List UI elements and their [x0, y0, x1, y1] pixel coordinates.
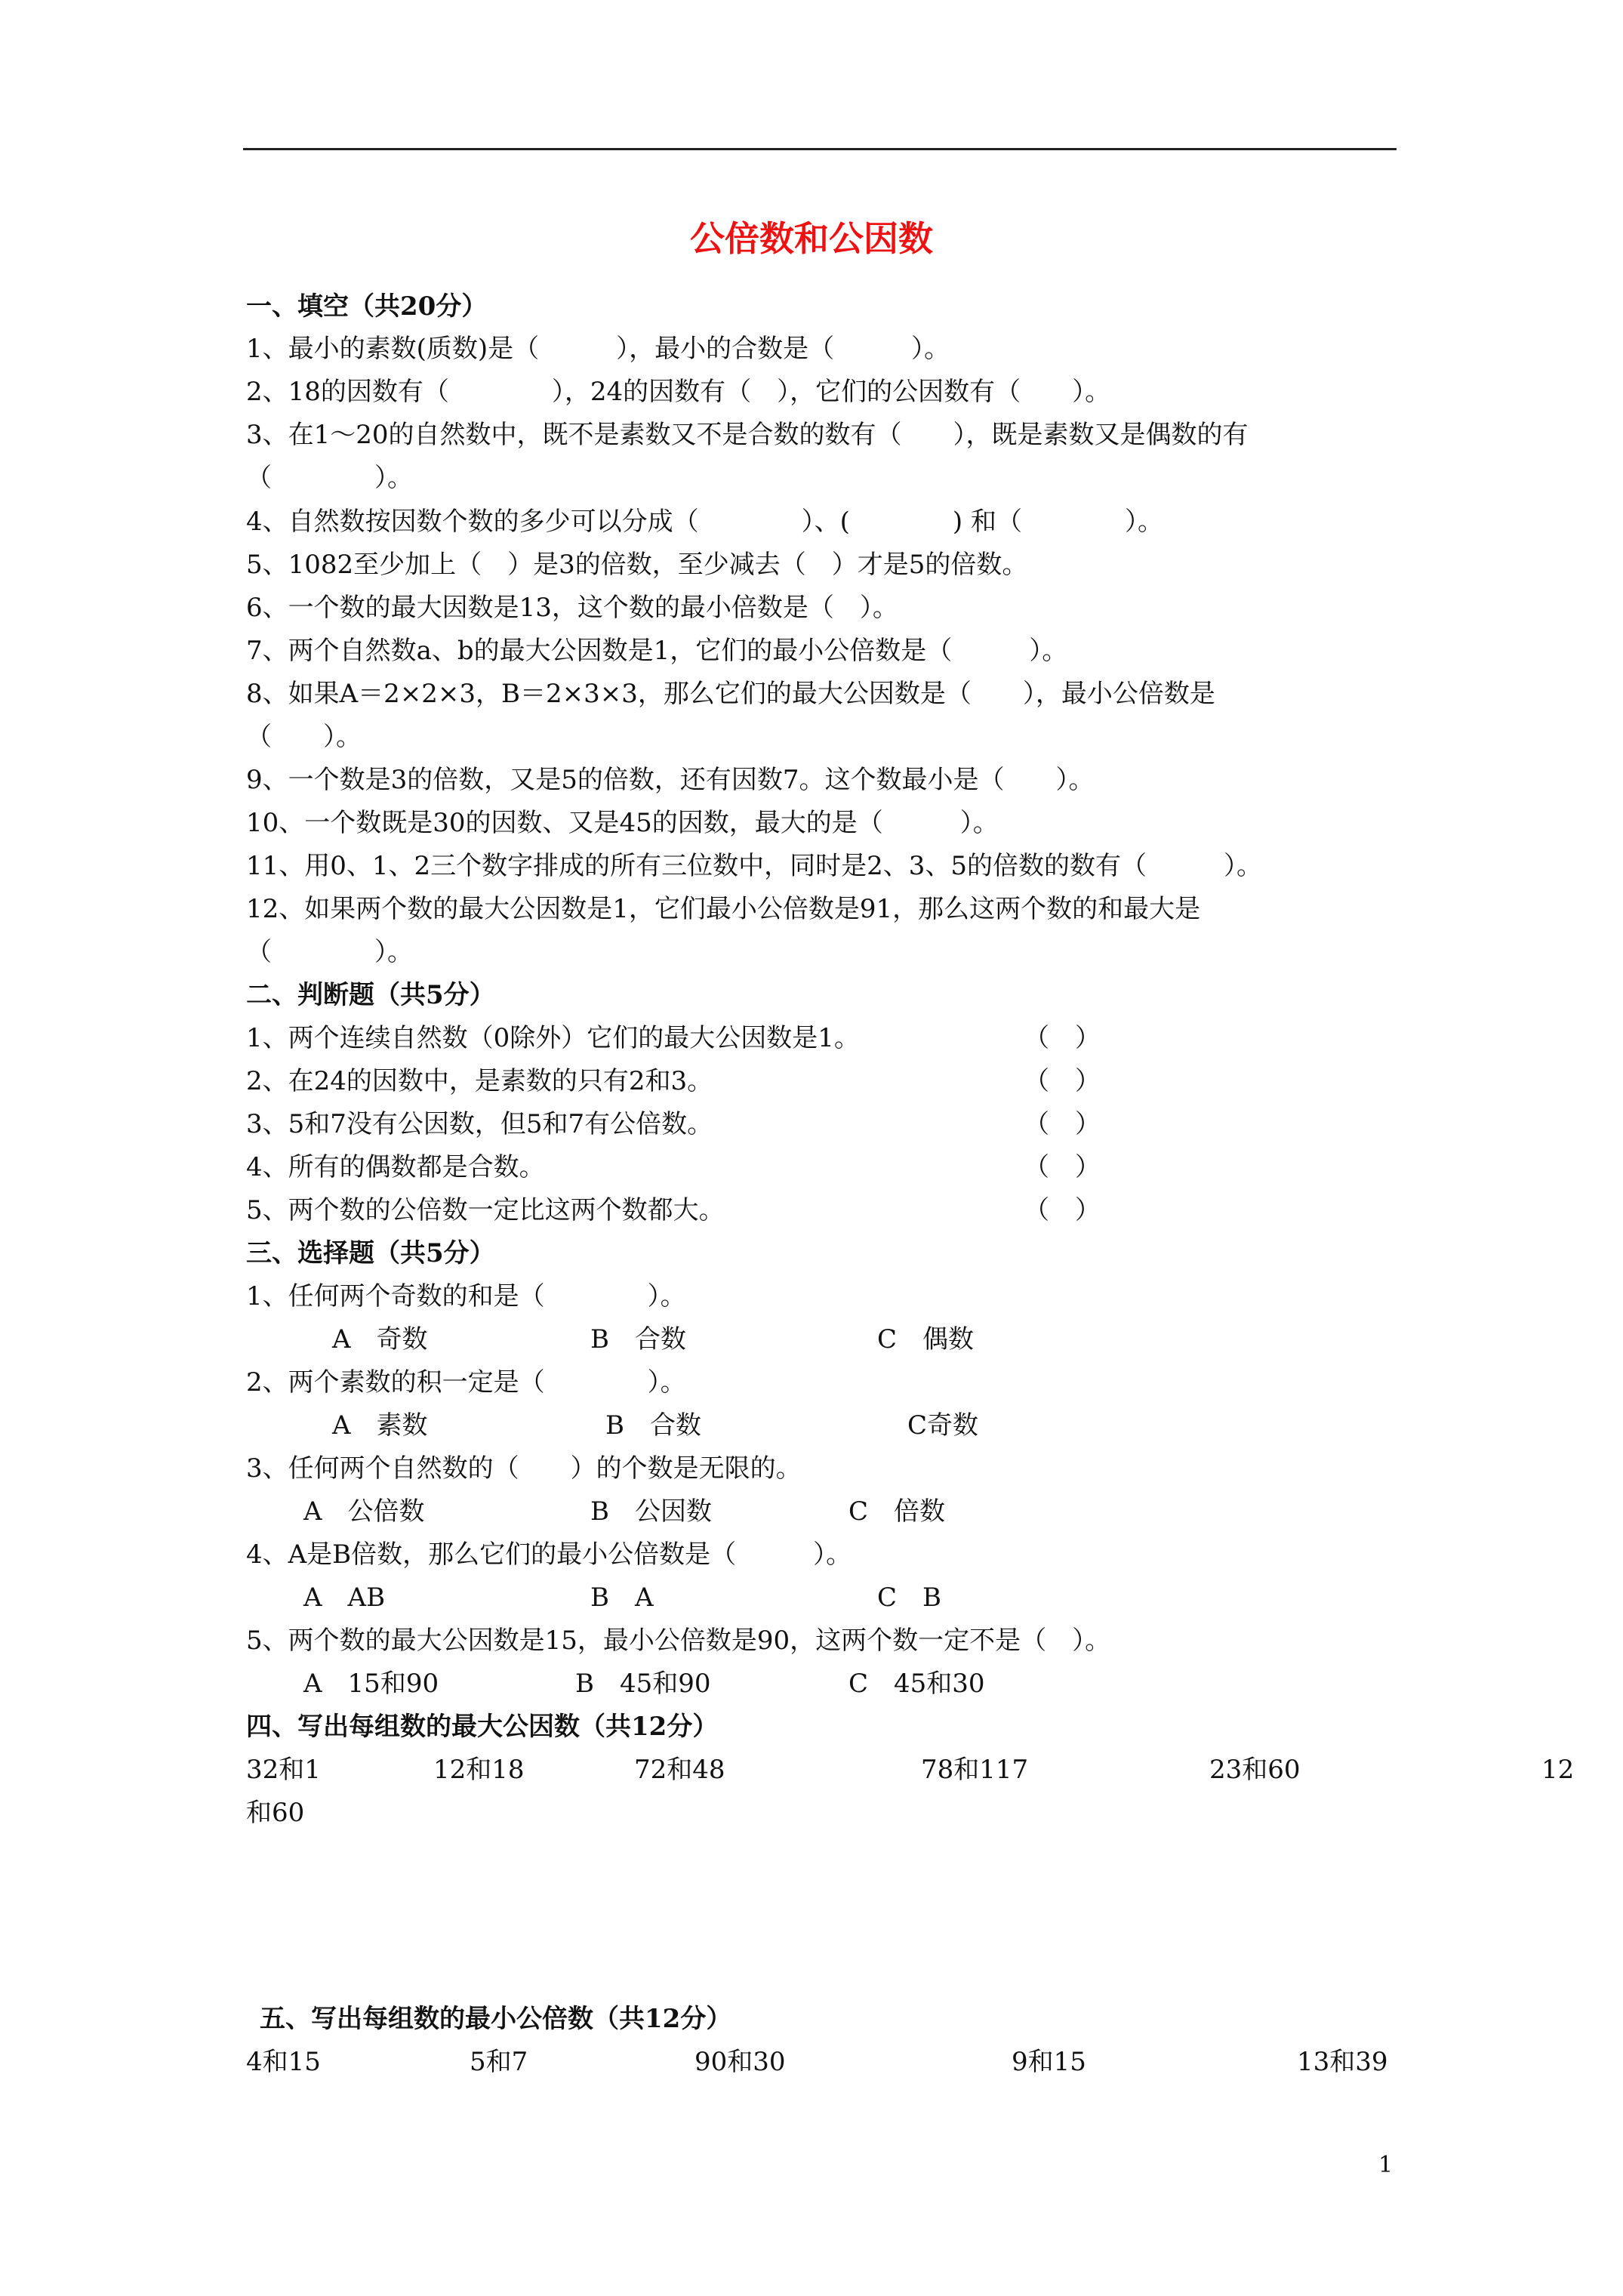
fill-question-11: 11、用0、1、2三个数字排成的所有三位数中，同时是2、3、5的倍数的数有（ ）。: [246, 851, 1263, 881]
choice-1-option-c: C 偶数: [877, 1324, 975, 1354]
page-title: 公倍数和公因数: [690, 218, 933, 259]
choice-question-4: 4、A是B倍数，那么它们的最小公倍数是（ ）。: [246, 1539, 852, 1570]
choice-2-option-c: C奇数: [907, 1410, 979, 1441]
judge-item-5: 5、两个数的公倍数一定比这两个数都大。: [246, 1195, 725, 1225]
judge-blank-1: （ ）: [1024, 1023, 1101, 1053]
gcd-item-6: 12: [1541, 1755, 1575, 1785]
judge-item-2: 2、在24的因数中，是素数的只有2和3。: [246, 1066, 713, 1096]
choice-3-option-c: C 倍数: [848, 1496, 946, 1527]
fill-question-9: 9、一个数是3的倍数，又是5的倍数，还有因数7。这个数最小是（ ）。: [246, 765, 1095, 795]
choice-1-option-b: B 合数: [590, 1324, 686, 1354]
fill-question-8-cont: （ ）。: [246, 722, 362, 752]
choice-2-option-b: B 合数: [605, 1410, 701, 1441]
choice-5-option-c: C 45和30: [848, 1669, 985, 1699]
gcd-item-1: 32和1: [246, 1755, 321, 1785]
lcm-item-1: 4和15: [246, 2047, 321, 2077]
gcd-item-3: 72和48: [634, 1755, 725, 1785]
judge-item-3: 3、5和7没有公因数，但5和7有公倍数。: [246, 1109, 713, 1139]
gcd-item-2: 12和18: [433, 1755, 525, 1785]
fill-question-1: 1、最小的素数(质数)是（ ），最小的合数是（ ）。: [246, 334, 950, 364]
header-rule: [243, 148, 1397, 150]
choice-question-1: 1、任何两个奇数的和是（ ）。: [246, 1281, 686, 1311]
choice-4-option-b: B A: [590, 1583, 654, 1613]
judge-blank-3: （ ）: [1024, 1109, 1101, 1139]
lcm-item-5: 13和39: [1297, 2047, 1388, 2077]
judge-blank-2: （ ）: [1024, 1066, 1101, 1096]
section-5-heading: 五、写出每组数的最小公倍数（共12分）: [260, 2004, 732, 2034]
lcm-item-2: 5和7: [470, 2047, 528, 2077]
choice-question-5: 5、两个数的最大公因数是15，最小公倍数是90，这两个数一定不是（ ）。: [246, 1626, 1111, 1656]
fill-question-3: 3、在1～20的自然数中，既不是素数又不是合数的数有（ ），既是素数又是偶数的有: [246, 420, 1249, 450]
choice-question-2: 2、两个素数的积一定是（ ）。: [246, 1367, 686, 1398]
fill-question-7: 7、两个自然数a、b的最大公因数是1，它们的最小公倍数是（ ）。: [246, 636, 1068, 666]
section-3-heading: 三、选择题（共5分）: [246, 1238, 495, 1268]
gcd-item-6-cont: 和60: [246, 1798, 305, 1828]
judge-item-4: 4、所有的偶数都是合数。: [246, 1152, 545, 1182]
fill-question-5: 5、1082至少加上（ ）是3的倍数，至少减去（ ）才是5的倍数。: [246, 550, 1028, 580]
section-2-heading: 二、判断题（共5分）: [246, 980, 495, 1010]
choice-4-option-a: A AB: [303, 1583, 386, 1613]
fill-question-4: 4、自然数按因数个数的多少可以分成（ ）、( ) 和（ ）。: [246, 507, 1163, 537]
judge-blank-5: （ ）: [1024, 1195, 1101, 1225]
choice-5-option-a: A 15和90: [303, 1669, 439, 1699]
page-number: 1: [1378, 2152, 1394, 2178]
judge-item-1: 1、两个连续自然数（0除外）它们的最大公因数是1。: [246, 1023, 860, 1053]
choice-1-option-a: A 奇数: [332, 1324, 428, 1354]
fill-question-12: 12、如果两个数的最大公因数是1，它们最小公倍数是91，那么这两个数的和最大是: [246, 894, 1201, 924]
judge-blank-4: （ ）: [1024, 1152, 1101, 1182]
lcm-item-3: 90和30: [694, 2047, 786, 2077]
fill-question-6: 6、一个数的最大因数是13，这个数的最小倍数是（ ）。: [246, 593, 898, 623]
fill-question-8: 8、如果A＝2×2×3，B＝2×3×3，那么它们的最大公因数是（ ），最小公倍数是: [246, 679, 1215, 709]
choice-3-option-a: A 公倍数: [303, 1496, 425, 1527]
gcd-item-4: 78和117: [921, 1755, 1029, 1785]
section-4-heading: 四、写出每组数的最大公因数（共12分）: [246, 1712, 719, 1742]
fill-question-2: 2、18的因数有（ ），24的因数有（ ），它们的公因数有（ ）。: [246, 377, 1111, 407]
choice-question-3: 3、任何两个自然数的（ ）的个数是无限的。: [246, 1453, 802, 1484]
fill-question-12-cont: （ ）。: [246, 937, 413, 967]
choice-3-option-b: B 公因数: [590, 1496, 712, 1527]
lcm-item-4: 9和15: [1012, 2047, 1086, 2077]
section-1-heading: 一、填空（共20分）: [246, 291, 488, 322]
choice-4-option-c: C B: [877, 1583, 941, 1613]
fill-question-10: 10、一个数既是30的因数、又是45的因数，最大的是（ ）。: [246, 808, 999, 838]
fill-question-3-cont: （ ）。: [246, 463, 413, 493]
choice-2-option-a: A 素数: [332, 1410, 428, 1441]
gcd-item-5: 23和60: [1209, 1755, 1301, 1785]
choice-5-option-b: B 45和90: [575, 1669, 711, 1699]
